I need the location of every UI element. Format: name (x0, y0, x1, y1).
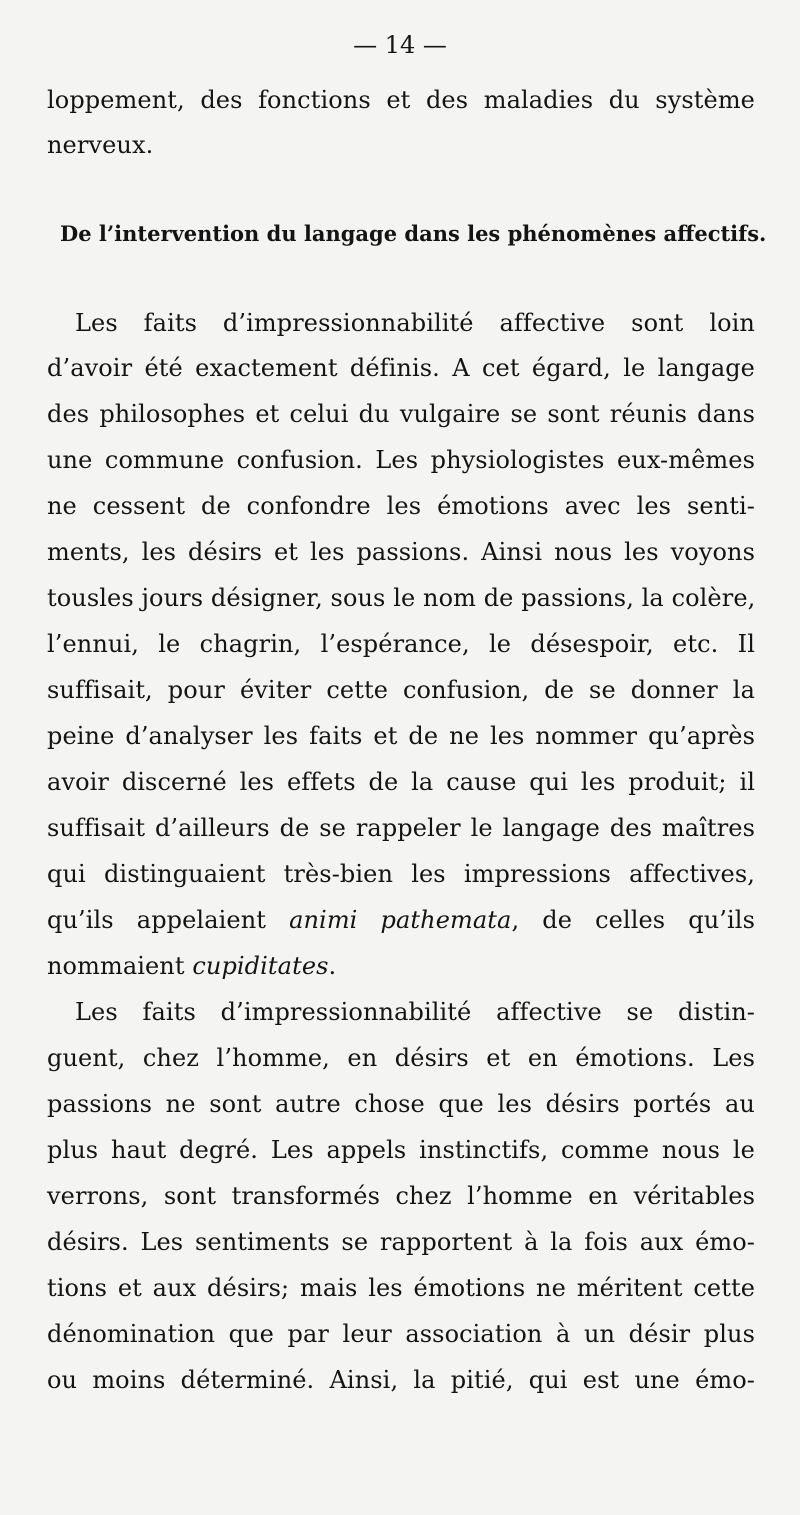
text-line: ne cessent de confondre les émotions avec les senti- (47, 492, 755, 520)
text-line: désirs. Les sentiments se rapportent à la fois aux émo- (47, 1228, 755, 1256)
text-line: dénomination que par leur association à un désir plus (47, 1320, 755, 1348)
text-line: guent, chez l’homme, en désirs et en émotions. Les (47, 1044, 755, 1072)
text-line: ments, les désirs et les passions. Ainsi nous les voyons (47, 538, 755, 566)
text-line: peine d’analyser les faits et de ne les nommer qu’après (47, 722, 755, 750)
text-line: ou moins déterminé. Ainsi, la pitié, qui est une émo- (47, 1366, 755, 1394)
text-line: verrons, sont transformés chez l’homme en véritables (47, 1182, 755, 1210)
text-run: . (328, 952, 337, 980)
paragraph-first-line: Les faits d’impressionnabilité affective se distin- (75, 998, 755, 1026)
text-line: tousles jours désigner, sous le nom de passions, la colère, (47, 584, 756, 612)
text-line: plus haut degré. Les appels instinctifs, comme nous le (47, 1136, 755, 1164)
text-line (47, 951, 755, 983)
latin-term: cupiditates (192, 952, 329, 980)
latin-term: animi pathemata (289, 906, 512, 934)
text-line: d’avoir été exactement définis. A cet égard, le langage (47, 354, 755, 382)
text-line: une commune confusion. Les physiologistes eux-mêmes (47, 446, 755, 474)
text-line: l’ennui, le chagrin, l’espérance, le désespoir, etc. Il (47, 630, 755, 658)
text-line: qui distinguaient très-bien les impressions affectives, (47, 860, 755, 888)
paragraph-first-line: Les faits d’impressionnabilité affective sont loin (75, 309, 755, 337)
text-line: loppement, des fonctions et des maladies du système (47, 86, 755, 114)
text-line (47, 905, 755, 937)
text-line: avoir discerné les effets de la cause qui les produit; il (47, 768, 755, 796)
text-line: nerveux. (47, 131, 154, 159)
text-line: suffisait d’ailleurs de se rappeler le langage des maîtres (47, 814, 755, 842)
text-line: des philosophes et celui du vulgaire se sont réunis dans (47, 400, 755, 428)
section-heading: De l’intervention du langage dans les phénomènes affectifs. (60, 221, 767, 246)
text-run: nommaient (47, 952, 193, 980)
text-run: qu’ils appelaient (47, 906, 290, 934)
text-line: tions et aux désirs; mais les émotions ne méritent cette (47, 1274, 755, 1302)
text-line: suffisait, pour éviter cette confusion, de se donner la (47, 676, 755, 704)
text-run: , de celles qu’ils (511, 906, 755, 934)
text-line: passions ne sont autre chose que les désirs portés au (47, 1090, 755, 1118)
page-number: — 14 — (353, 31, 447, 59)
